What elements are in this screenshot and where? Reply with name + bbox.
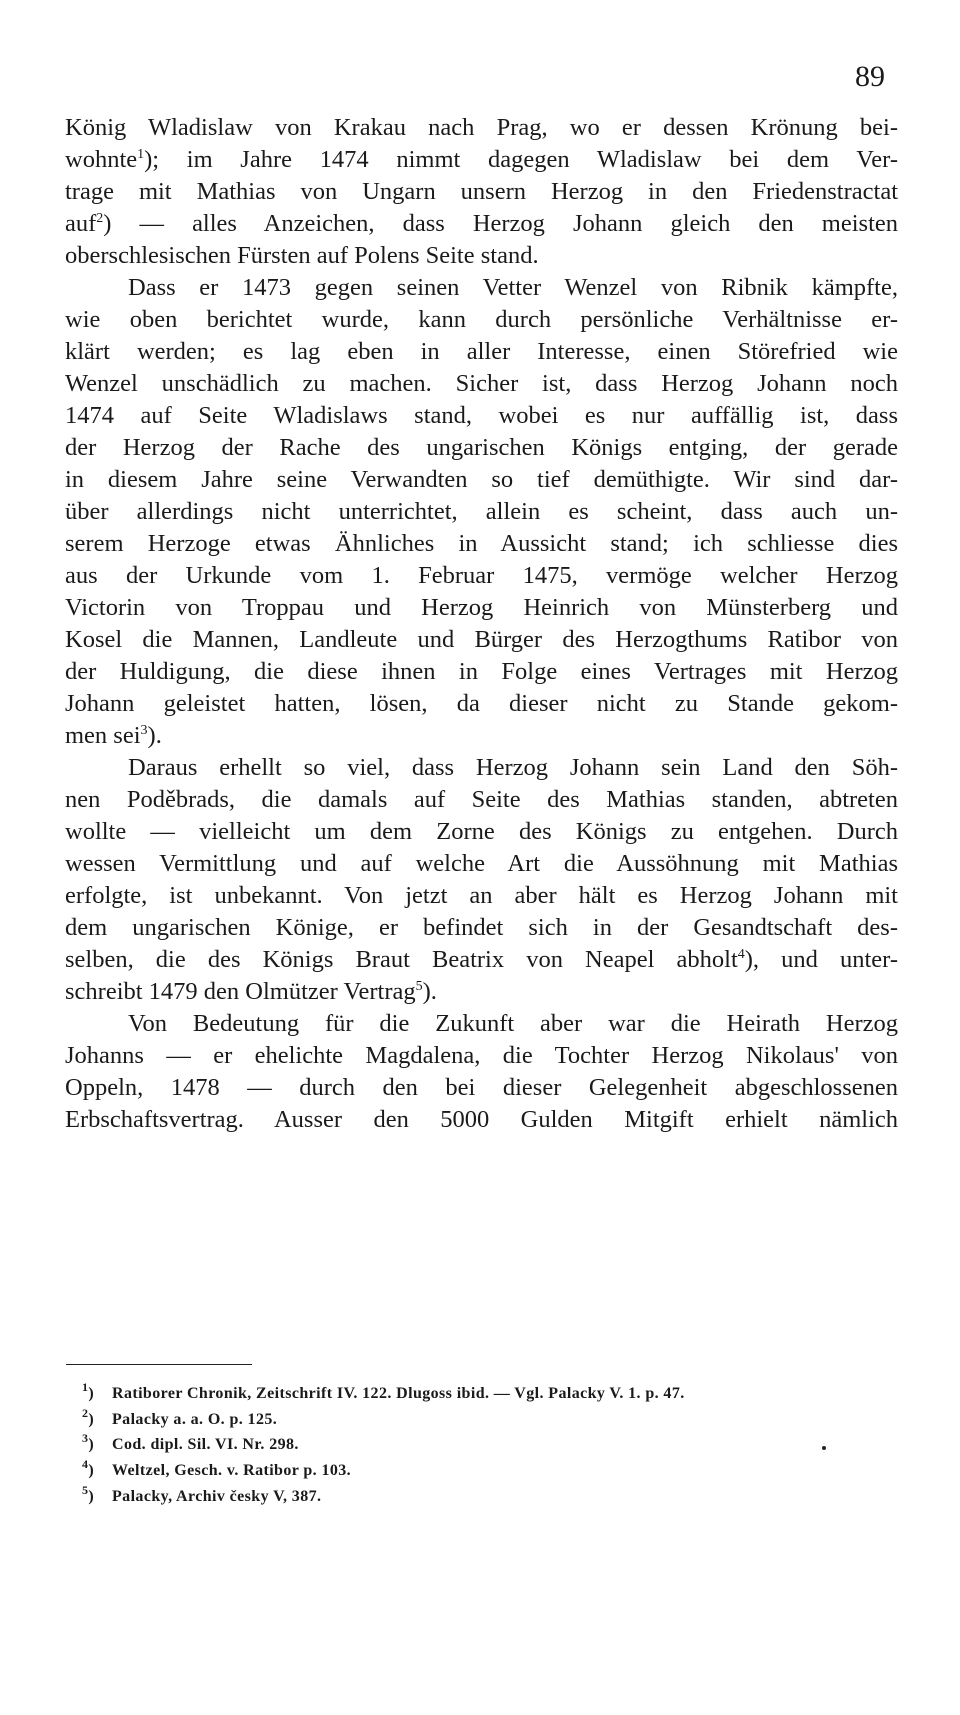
- text-line-content: men sei: [65, 722, 141, 749]
- footnote-reference: 2: [96, 211, 104, 226]
- footnote: [82, 1408, 277, 1436]
- text-line-content: wie oben berichtet wurde, kann durch persönliche Verhältnisse er-: [65, 306, 898, 333]
- text-line-content: Daraus erhellt so viel, dass Herzog Johann sein Land den Söh-: [128, 754, 898, 781]
- text-line-content: trage mit Mathias von Ungarn unsern Herzog in den Friedenstractat: [65, 178, 898, 205]
- text-line-content: der Herzog der Rache des ungarischen Königs entging, der gerade: [65, 434, 898, 461]
- text-line-content: Victorin von Troppau und Herzog Heinrich von Münsterberg und: [65, 594, 898, 621]
- text-line-content: wohnte: [65, 146, 138, 173]
- text-line-continuation: ).: [422, 978, 437, 1005]
- footnote-number: 4: [82, 1457, 89, 1471]
- text-line-content: in diesem Jahre seine Verwandten so tief demüthigte. Wir sind dar-: [65, 466, 898, 493]
- footnote-marker: $^2$): [82, 1406, 95, 1428]
- text-line-content: Kosel die Mannen, Landleute und Bürger des Herzogthums Ratibor von: [65, 626, 898, 653]
- footnote: [82, 1459, 351, 1487]
- footnote-reference: 5: [415, 979, 423, 994]
- text-line-continuation: ), und unter-: [744, 946, 898, 973]
- footnote-text: Palacky a. a. O. p. 125.: [112, 1411, 278, 1428]
- footnote-number: 5: [82, 1483, 89, 1497]
- text-line-content: oberschlesischen Fürsten auf Polens Seite stand.: [65, 242, 539, 269]
- text-line-content: dem ungarischen Könige, er befindet sich in der Gesandtschaft des-: [65, 914, 898, 941]
- text-line-content: wessen Vermittlung und auf welche Art die Aussöhnung mit Mathias: [65, 850, 898, 877]
- text-line-continuation: ); im Jahre 1474 nimmt dagegen Wladislaw bei dem Ver-: [144, 146, 898, 173]
- footnote: [82, 1433, 299, 1461]
- text-line: [65, 1103, 898, 1143]
- text-line-content: König Wladislaw von Krakau nach Prag, wo er dessen Krönung bei-: [65, 114, 898, 141]
- print-speck: [822, 1446, 826, 1450]
- footnote: [82, 1485, 321, 1513]
- footnote-divider: [66, 1364, 252, 1365]
- text-line-content: der Huldigung, die diese ihnen in Folge eines Vertrages mit Herzog: [65, 658, 898, 685]
- text-line-continuation: ) — alles Anzeichen, dass Herzog Johann gleich den meisten: [103, 210, 898, 237]
- text-line-content: nen Poděbrads, die damals auf Seite des Mathias standen, abtreten: [65, 786, 898, 813]
- footnote-marker: $^4$): [82, 1457, 95, 1479]
- text-line-content: Erbschaftsvertrag. Ausser den 5000 Gulden Mitgift erhielt nämlich: [65, 1106, 898, 1133]
- footnote-reference: 3: [140, 723, 148, 738]
- footnote-marker: $^1$): [82, 1380, 95, 1402]
- text-line-content: selben, die des Königs Braut Beatrix von Neapel abholt: [65, 946, 738, 973]
- text-line-content: erfolgte, ist unbekannt. Von jetzt an aber hält es Herzog Johann mit: [65, 882, 898, 909]
- text-line-content: Johann geleistet hatten, lösen, da dieser nicht zu Stande gekom-: [65, 690, 898, 717]
- text-line-content: Wenzel unschädlich zu machen. Sicher ist, dass Herzog Johann noch: [65, 370, 898, 397]
- text-line-content: Oppeln, 1478 — durch den bei dieser Gelegenheit abgeschlossenen: [65, 1074, 898, 1101]
- text-line-content: wollte — vielleicht um dem Zorne des Königs zu entgehen. Durch: [65, 818, 898, 845]
- footnote-text: Palacky, Archiv česky V, 387.: [112, 1488, 322, 1505]
- page-number: 89: [855, 60, 885, 93]
- footnote-reference: 4: [737, 947, 745, 962]
- footnote-number: 2: [82, 1406, 89, 1420]
- text-line-content: Von Bedeutung für die Zukunft aber war die Heirath Herzog: [128, 1010, 898, 1037]
- text-line-content: klärt werden; es lag eben in aller Interesse, einen Störefried wie: [65, 338, 898, 365]
- footnote-reference: 1: [137, 147, 145, 162]
- footnote-text: Weltzel, Gesch. v. Ratibor p. 103.: [112, 1462, 352, 1479]
- footnote-text: Cod. dipl. Sil. VI. Nr. 298.: [112, 1436, 299, 1453]
- footnote-number: 1: [82, 1380, 89, 1394]
- text-line-content: über allerdings nicht unterrichtet, allein es scheint, dass auch un-: [65, 498, 898, 525]
- footnote-text: Ratiborer Chronik, Zeitschrift IV. 122. Dlugoss ibid. — Vgl. Palacky V. 1. p. 47.: [112, 1385, 685, 1402]
- footnote-marker: $^3$): [82, 1431, 95, 1453]
- footnote: [82, 1382, 685, 1410]
- footnote-number: 3: [82, 1431, 89, 1445]
- text-line-content: auf: [65, 210, 97, 237]
- text-line-content: schreibt 1479 den Olmützer Vertrag: [65, 978, 416, 1005]
- text-line-continuation: ).: [147, 722, 162, 749]
- text-line-content: Johanns — er ehelichte Magdalena, die Tochter Herzog Nikolaus' von: [65, 1042, 898, 1069]
- footnote-marker: $^5$): [82, 1483, 95, 1505]
- text-line-content: Dass er 1473 gegen seinen Vetter Wenzel von Ribnik kämpfte,: [128, 274, 898, 301]
- text-line-content: aus der Urkunde vom 1. Februar 1475, vermöge welcher Herzog: [65, 562, 898, 589]
- text-line-content: serem Herzoge etwas Ähnliches in Aussicht stand; ich schliesse dies: [65, 530, 898, 557]
- text-line-content: 1474 auf Seite Wladislaws stand, wobei es nur auffällig ist, dass: [65, 402, 898, 429]
